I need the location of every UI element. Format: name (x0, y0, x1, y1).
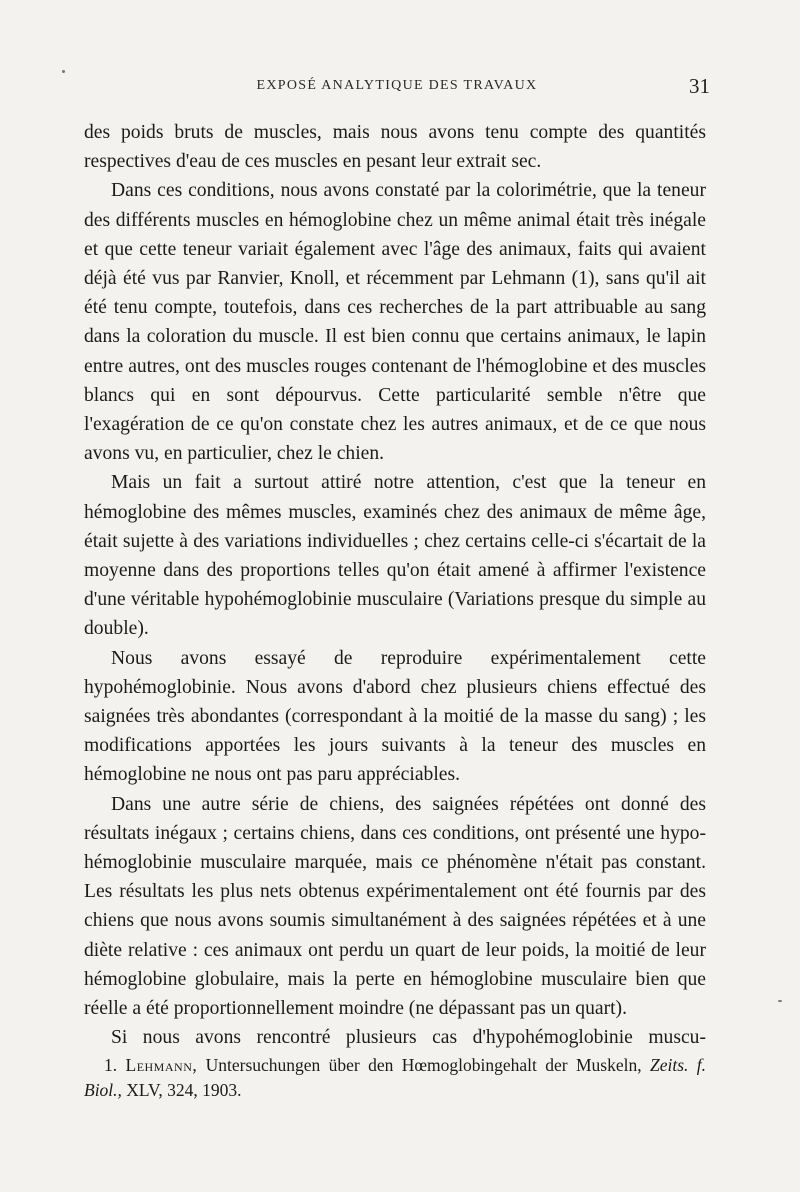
running-title: EXPOSÉ ANALYTIQUE DES TRAVAUX (256, 78, 538, 93)
footnote-reference: XLV, 324, 1903. (126, 1080, 242, 1100)
footnote-number: 1. (104, 1055, 118, 1075)
paragraph-2: Dans ces conditions, nous avons constaté par la colorimétrie, que la teneur des différents muscles en hémoglobine chez un même animal était très inégale et que cette teneur variait également avec l'âge des animaux, faits qui avaient déjà été vus par Ranvier, Knoll, et récemment par Lehmann (1), sans qu'il ait été tenu compte, toutefois, dans ces recherches de la part attribuable au sang dans la coloration du muscle. Il est bien connu que certains animaux, le lapin entre autres, ont des muscles rouges contenant de l'hémoglobine et des muscles blancs qui en sont dépourvus. Cette particularité semble n'être que l'exagération de ce qu'on constate chez les autres animaux, et de ce que nous avons vu, en particulier, chez le chien. (84, 180, 706, 465)
footnote (84, 1053, 706, 1103)
paragraph-5: Dans une autre série de chiens, des saignées répétées ont donné des résultats inégaux ; certains chiens, dans ces conditions, ont présenté une hypo-hémoglobinie musculaire marquée, mais ce phénomène n'était pas constant. Les résultats les plus nets obtenus expérimentalement ont été fournis par des chiens que nous avons soumis simultanément à des saignées répétées et à une diète relative : ces animaux ont perdu un quart de leur poids, la moitié de leur hémoglobine globulaire, mais la perte en hémoglobine musculaire bien que réelle a été proportionnellement moindre (ne dépassant pas un quart). (84, 793, 706, 1020)
footnote-journal: Zeits. f. Biol., (84, 1055, 707, 1100)
body-text (84, 118, 706, 1053)
footnote-title: Untersuchungen über den Hœmoglobingehalt der Muskeln, (205, 1055, 642, 1075)
paragraph-6: Si nous avons rencontré plusieurs cas d'hypohémoglobinie muscu- (111, 1027, 706, 1049)
running-header (84, 74, 710, 98)
paragraph-1: des poids bruts de muscles, mais nous avons tenu compte des quantités respectives d'eau de ces muscles en pesant leur extrait sec. (84, 122, 706, 173)
paragraph-4: Nous avons essayé de reproduire expérimentalement cette hypohémoglobinie. Nous avons d'abord chez plusieurs chiens effectué des saignées très abondantes (correspondant à la moitié de la masse du sang) ; les modifications apportées les jours suivants à la teneur des muscles en hémoglobine ne nous ont pas paru appréciables. (84, 647, 706, 786)
paper-speck (62, 70, 65, 73)
paper-speck (778, 1000, 782, 1002)
footnote-author: Lehmann, (125, 1055, 198, 1075)
paragraph-3: Mais un fait a surtout attiré notre attention, c'est que la teneur en hémoglobine des mêmes muscles, examinés chez des animaux de même âge, était sujette à des variations individuelles ; chez certains celle-ci s'écartait de la moyenne dans des proportions telles qu'on était amené à affirmer l'existence d'une véritable hypohémoglobinie musculaire (Variations presque du simple au double). (84, 472, 706, 640)
page-number: 31 (689, 74, 710, 98)
